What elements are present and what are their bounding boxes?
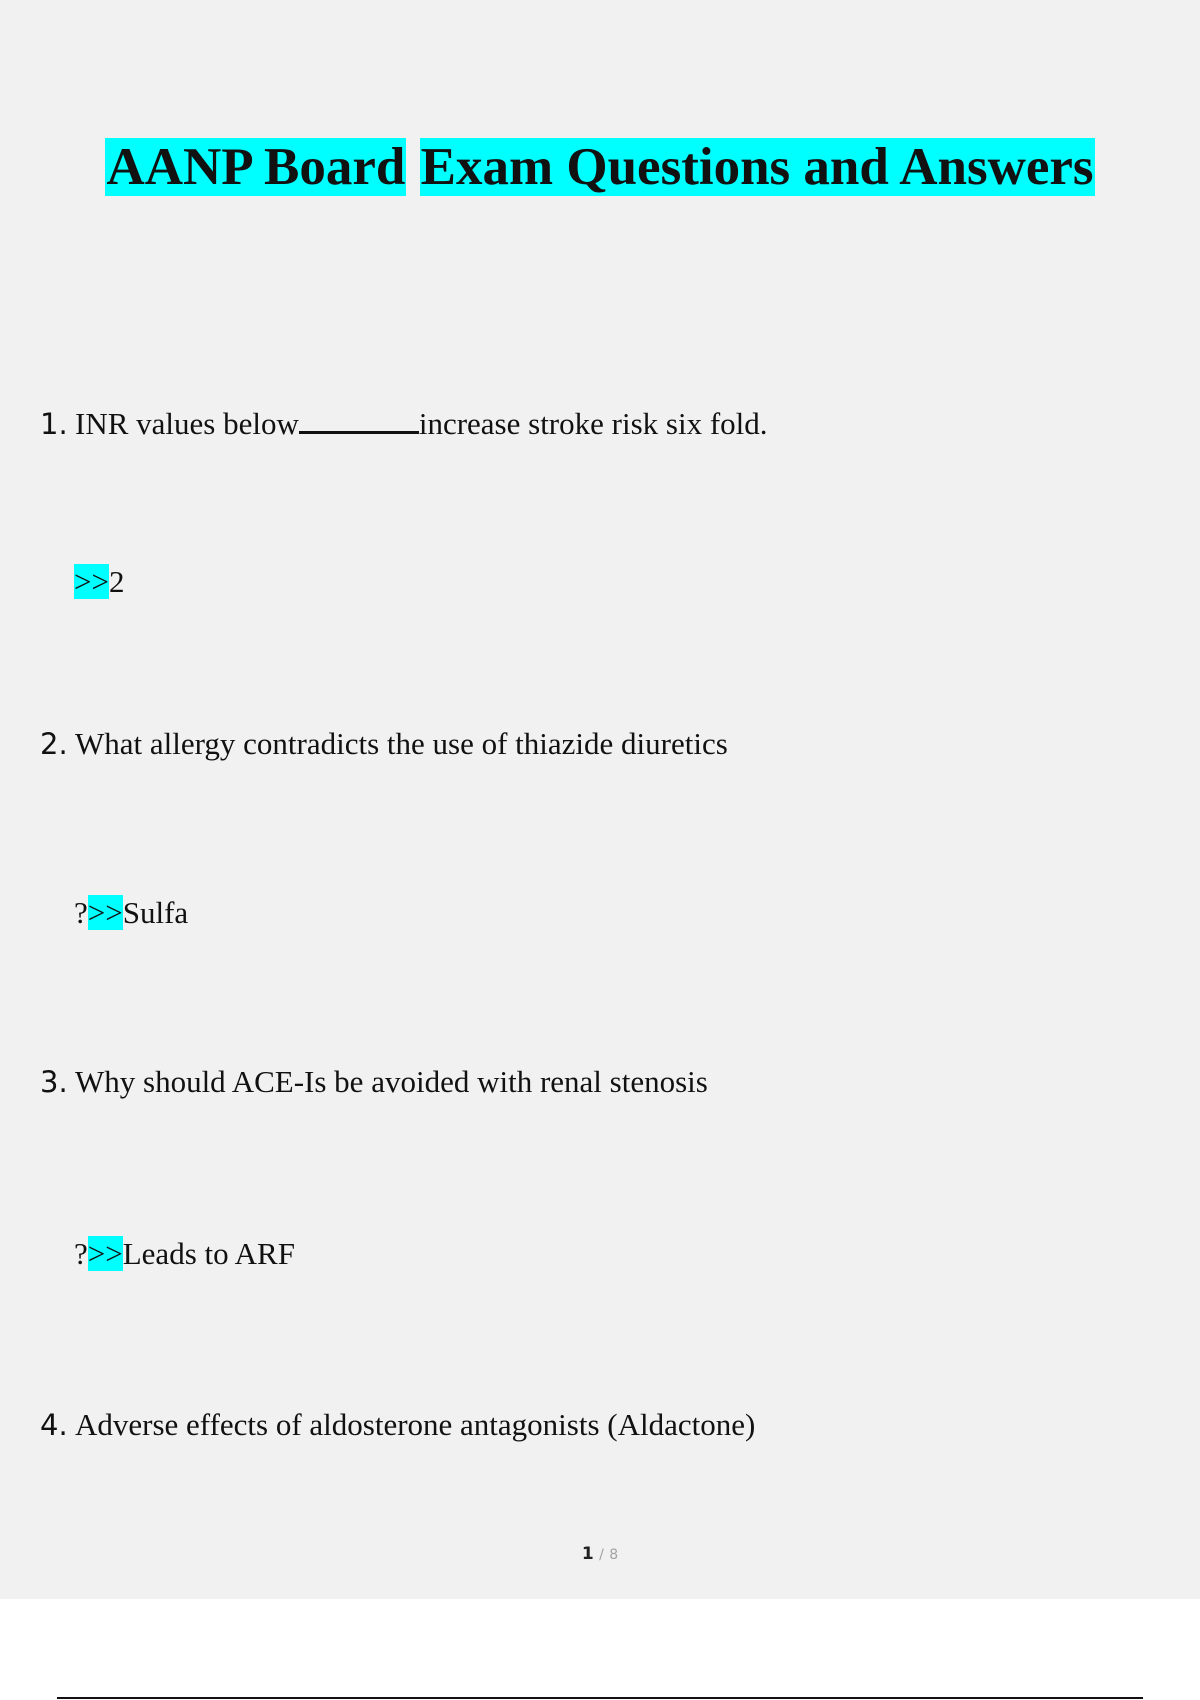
current-page: 1 — [581, 1544, 594, 1564]
question-number: 4. — [40, 1408, 68, 1442]
answer-line — [74, 562, 124, 602]
answer-text: Leads to ARF — [122, 1236, 295, 1271]
question-text: What allergy contradicts the use of thiazide diuretics — [75, 726, 728, 761]
answer-prefix: ? — [74, 1236, 88, 1271]
title-part-1: AANP Board — [106, 138, 406, 196]
next-page-top-rule — [57, 1697, 1143, 1699]
answer-text: Sulfa — [122, 895, 189, 930]
answer-line — [74, 1234, 295, 1274]
question-number: 3. — [40, 1065, 68, 1099]
answer-marker: >> — [74, 564, 109, 599]
question-text-after-blank: increase stroke risk six fold. — [418, 406, 768, 441]
question-text: Adverse effects of aldosterone antagonists (Aldactone) — [75, 1407, 756, 1442]
question-number: 2. — [40, 727, 68, 761]
answer-marker: >> — [87, 1236, 123, 1271]
page-indicator — [0, 1542, 1200, 1567]
answer-marker: >> — [87, 895, 123, 930]
document-title — [0, 136, 1200, 198]
page-separator: / — [599, 1547, 604, 1563]
question-number: 1. — [40, 407, 68, 441]
fill-in-blank — [299, 408, 419, 434]
question-text-before-blank: INR values below — [75, 406, 299, 441]
answer-text: 2 — [108, 564, 125, 599]
answer-prefix: ? — [74, 895, 88, 930]
total-pages: 8 — [609, 1547, 619, 1563]
title-part-2: Exam Questions and Answers — [420, 138, 1094, 196]
question-text: Why should ACE-Is be avoided with renal stenosis — [75, 1064, 708, 1099]
question-text — [75, 404, 768, 444]
answer-line — [74, 893, 188, 933]
